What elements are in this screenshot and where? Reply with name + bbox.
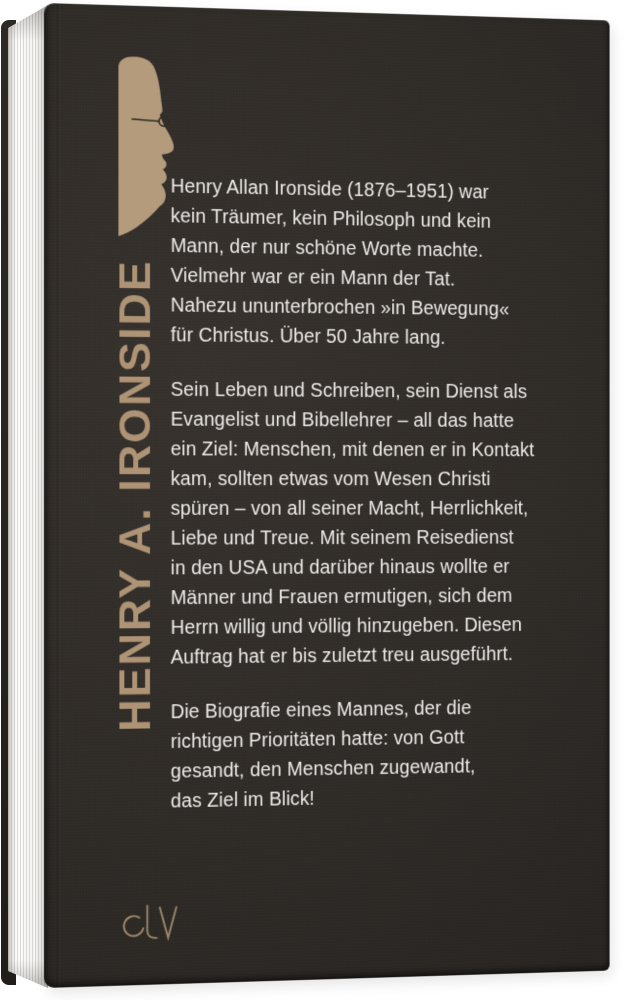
text-line: Nahezu ununterbrochen »in Bewegung« [170,294,510,321]
text-line: Herrn willig und völlig hinzugeben. Diesen [170,614,523,639]
text-line: ein Ziel: Menschen, mit denen er in Kontakt [170,438,535,462]
text-line: Auftrag hat er bis zuletzt treu ausgeführt. [170,643,514,669]
paragraph [171,172,608,355]
author-vertical-title: HENRY A. IRONSIDE [109,259,160,733]
text-line: kein Träumer, kein Philosoph und kein [170,205,492,233]
text-line: Henry Allan Ironside (1876–1951) war [170,175,489,204]
text-line: Sein Leben und Schreiben, sein Dienst als [170,378,528,403]
text-line: Die Biografie eines Mannes, der die [170,697,472,724]
text-line: Mann, der nur schöne Worte machte. [170,235,484,262]
text-line: Vielmehr war er ein Mann der Tat. [170,264,456,291]
clv-logo-icon [106,899,179,947]
text-line: Liebe und Treue. Mit seinem Reisedienst [170,527,514,550]
text-line: Männer und Frauen ermutigen, sich dem [170,585,513,610]
text-line: in den USA und darüber hinaus wollte er [170,556,510,580]
text-line: richtigen Prioritäten hatte: von Gott [170,726,465,753]
paragraph [171,692,608,817]
paragraph [171,375,608,673]
back-cover-text [171,172,608,842]
text-line: kam, sollten etwas vom Wesen Christi [170,468,491,491]
back-cover-panel [44,3,610,988]
profile-silhouette-icon [118,56,174,238]
page-block [8,5,48,988]
text-line: das Ziel im Blick! [170,787,315,813]
text-line: für Christus. Über 50 Jahre lang. [170,324,446,349]
text-line: Evangelist und Bibellehrer – all das hatte [170,408,514,432]
text-line: gesandt, den Menschen zugewandt, [170,755,476,783]
text-line: spüren – von all seiner Macht, Herrlichkeit, [170,497,529,520]
